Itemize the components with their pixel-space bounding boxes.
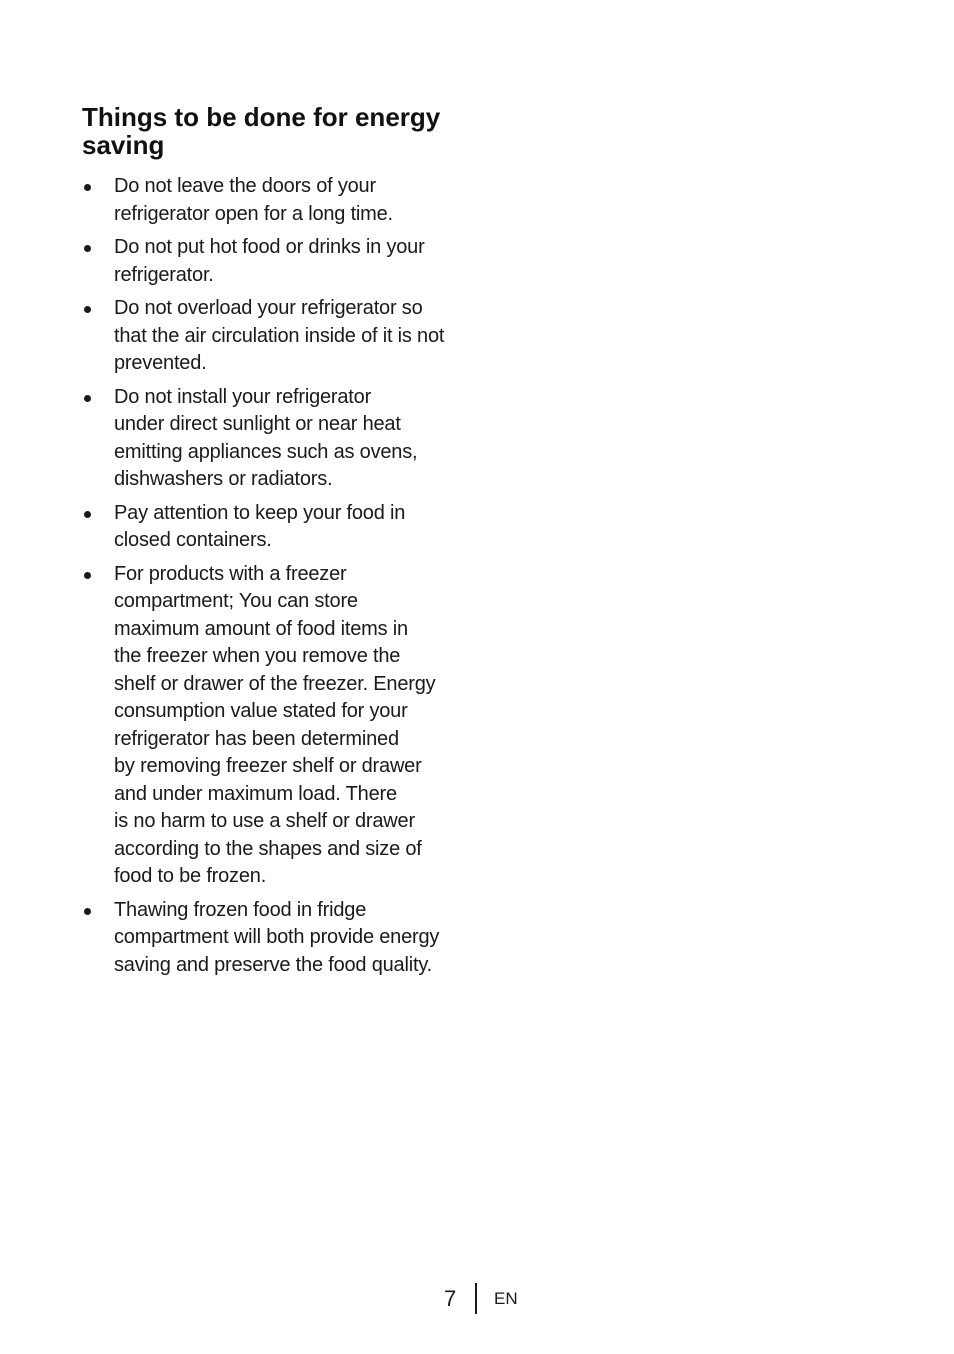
bullet-icon: [84, 306, 91, 313]
bullet-icon: [84, 245, 91, 252]
list-item: [82, 173, 467, 228]
list-item-text: Do not overload your refrigerator so that the air circulation inside of it is not prevented.: [114, 297, 445, 374]
page-footer: [0, 1283, 954, 1315]
list-item-text: For products with a freezer compartment; You can store maximum amount of food items in the freezer when you remove the shelf or drawer of the freezer. Energy consumption value stated for your refrigerator has been determined by removing freezer shelf or drawer and under maximum load. There is no harm to use a shelf or drawer according to the shapes and size of food to be frozen.: [114, 562, 436, 887]
list-item: [82, 295, 467, 378]
list-item: [82, 897, 467, 980]
energy-saving-list: [82, 173, 467, 979]
list-item-text: Pay attention to keep your food in closed containers.: [114, 501, 406, 551]
list-item-text: Do not install your refrigerator under direct sunlight or near heat emitting appliances such as ovens, dishwashers or radiators.: [114, 385, 418, 490]
content-column: [82, 103, 467, 985]
list-item-text: Thawing frozen food in fridge compartment will both provide energy saving and preserve the food quality.: [114, 898, 440, 976]
list-item-text: Do not leave the doors of your refrigerator open for a long time.: [114, 175, 393, 225]
page-number: 7: [444, 1286, 457, 1311]
list-item: [82, 234, 467, 289]
footer-divider: [475, 1283, 477, 1314]
bullet-icon: [84, 572, 91, 579]
bullet-icon: [84, 511, 91, 518]
list-item: [82, 384, 467, 494]
bullet-icon: [84, 184, 91, 191]
section-title: Things to be done for energy saving: [82, 102, 441, 160]
list-item: [82, 561, 467, 891]
language-code: EN: [494, 1289, 518, 1308]
list-item: [82, 500, 467, 555]
list-item-text: Do not put hot food or drinks in your refrigerator.: [114, 236, 425, 286]
bullet-icon: [84, 395, 91, 402]
bullet-icon: [84, 908, 91, 915]
